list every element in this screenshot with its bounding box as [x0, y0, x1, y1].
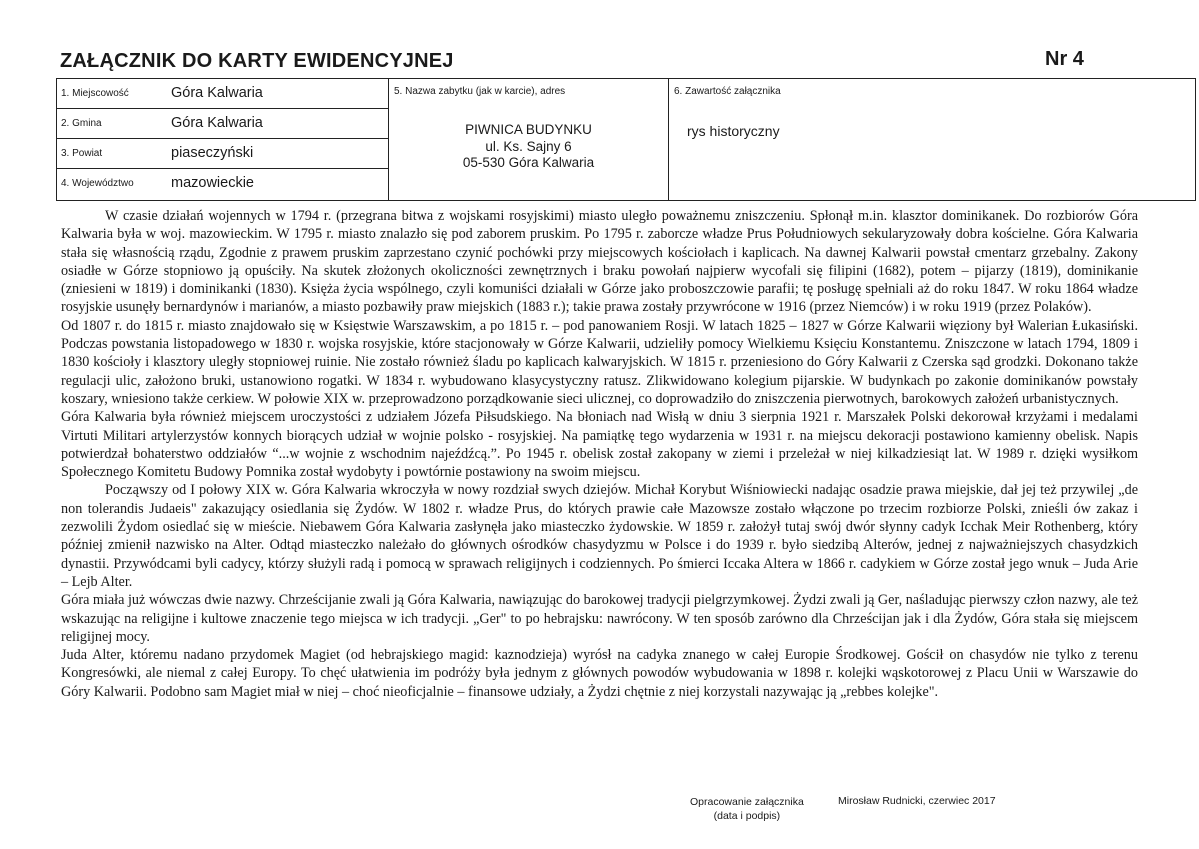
paragraph: Góra Kalwaria była również miejscem uroczystości z udziałem Józefa Piłsudskiego. Na błoniach nad Wisłą w dniu 3 sierpnia 1921 r. Marszałek Polski dekorował krzyżami i medalami Virtuti Militari artylerzystów konnych biorących udział w wojnie polsko - rosyjskiej. Na pamiątkę tego wydarzenia w 1931 r. na miejscu dekoracji postawiono kamienny obelisk. Napis potwierdzał bohaterstwo oddziałów “...w wojnie z wschodnim najeźdźcą.”. Po 1945 r. obelisk został zakopany w ziemi i przeleżał w niej kilkadziesiąt lat. W 1989 r. dzięki wysiłkom Społecznego Komitetu Budowy Pomnika został wydobyty i powtórnie postawiony na swoim miejscu. — [61, 409, 1138, 481]
field-voivodeship-value: mazowieckie — [171, 175, 254, 191]
field-commune — [57, 109, 388, 139]
monument-field — [389, 79, 669, 200]
paragraph: Góra miała już wówczas dwie nazwy. Chrześcijanie zwali ją Góra Kalwaria, nawiązując do barokowej tradycji pielgrzymkowej. Żydzi zwali ją Ger, naśladując pierwszy człon nazwy, ale też wskazując na religijne i kultowe znaczenie tego miejsca w ich tradycji. „Ger" to po hebrajsku: nawrócony. W ten sposób zarówno dla Chrześcijan jak i dla Żydów, Góra stała się miejscem religijnej mocy. — [61, 592, 1138, 645]
record-form — [56, 78, 1196, 201]
field-voivodeship — [57, 169, 388, 199]
field-district-label: 3. Powiat — [61, 148, 103, 159]
field-town-label: 1. Miejscowość — [61, 88, 129, 99]
monument-name: PIWNICA BUDYNKU — [465, 122, 592, 137]
paragraph: Juda Alter, któremu nadano przydomek Magiet (od hebrajskiego magid: kaznodzieja) wyrósł na cadyka znanego w całej Europie Środkowej. Gościł on chasydów nie tylko z terenu Kongresówki, ale niemal z całej Europy. To chęć ułatwienia im podróży była jednym z głównych powodów wybudowania w 1898 r. kolejki wąskotorowej z Placu Unii w Warszawie do Góry Kalwarii. Podobno sam Magiet miał w niej – choć nieoficjalnie – finansowe udziały, a Żydzi chętnie z niej korzystali nazywając ją „rebbes kolejke". — [61, 647, 1138, 700]
monument-street: ul. Ks. Sajny 6 — [485, 138, 572, 154]
signature-caption — [690, 795, 804, 823]
monument-label: 5. Nazwa zabytku (jak w karcie), adres — [394, 86, 566, 97]
contents-field — [669, 79, 1195, 200]
contents-value: rys historyczny — [687, 123, 780, 139]
field-commune-label: 2. Gmina — [61, 118, 102, 129]
field-voivodeship-label: 4. Województwo — [61, 178, 134, 189]
field-town-value: Góra Kalwaria — [171, 85, 263, 101]
monument-city: 05-530 Góra Kalwaria — [462, 155, 595, 170]
monument-address — [389, 122, 668, 172]
paragraph: W czasie działań wojennych w 1794 r. (przegrana bitwa z wojskami rosyjskimi) miasto uległo poważnemu zniszczeniu. Spłonął m.in. klasztor dominikanek. Do rozbiorów Góra Kalwaria była w woj. mazowieckim. W 1795 r. miasto znalazło się pod zaborem pruskim. Po 1795 r. zaborcze władze Prus Południowych sekularyzowały dobra kościelne. Góra Kalwaria stała się własnością rządu, Zgodnie z prawem pruskim zaprzestano czynić pochówki przy miejscowych kościołach i kaplicach. Na dawnej Kalwarii powstał cmentarz grzebalny. Zakony osiadłe w Górze stopniowo ją opuściły. Na skutek złożonych okoliczności zewnętrznych i braku powołań najpierw wycofali się filipini (1682), potem – pijarzy (1819), dominikanie (zniesieni w 1819) i dominikanki (1830). Księża życia wspólnego, czyli komuniści działali w Górze jako proboszczowie parafii; tę posługę spełniali aż do roku 1847. W roku 1864 władze rosyjskie usunęły bernardynów i marianów, a miasto pozbawiły praw miejskich (1883 r.); takie prawa zostały przywrócone w 1916 (przez Niemców) i w roku 1919 (przez Polaków). — [61, 208, 1138, 316]
signature-caption-line1: Opracowanie załącznika — [690, 796, 804, 808]
field-district — [57, 139, 388, 169]
field-commune-value: Góra Kalwaria — [171, 115, 263, 131]
author-signature: Mirosław Rudnicki, czerwiec 2017 — [838, 795, 996, 807]
page-title: ZAŁĄCZNIK DO KARTY EWIDENCYJNEJ — [60, 50, 454, 72]
attachment-number: Nr 4 — [1045, 48, 1084, 70]
field-town — [57, 79, 388, 109]
historical-text — [61, 207, 1138, 701]
paragraph: Począwszy od I połowy XIX w. Góra Kalwaria wkroczyła w nowy rozdział swych dziejów. Michał Korybut Wiśniowiecki nadając osadzie prawa miejskie, dał jej też przywilej „de non tolerandis Judaeis" zakazujący osiedlania się Żydów. W 1802 r. władze Prus, do których prawie całe Mazowsze zostało włączone po trzecim rozbiorze Polski, znieśli ów zakaz i zezwolili Żydom osiedlać się w mieście. Niebawem Góra Kalwaria zasłynęła jako miasteczko żydowskie. W 1859 r. założył tutaj swój dwór słynny cadyk Icchak Meir Rothenberg, który później zmienił nazwisko na Alter. Odtąd miasteczko należało do głównych ośrodków chasydyzmu w Polsce i do 1939 r. było siedzibą Alterów, jednej z najważniejszych chasydzkich dynastii. Przywódcami byli cadycy, którzy służyli radą i pomocą w sprawach religijnych i codziennych. Po śmierci Iccaka Altera w 1866 r. cadykiem w Górze został jego wnuk – Juda Arie – Lejb Alter. — [61, 482, 1138, 590]
location-fields — [57, 79, 389, 200]
contents-label: 6. Zawartość załącznika — [674, 86, 781, 97]
field-district-value: piaseczyński — [171, 145, 254, 161]
signature-caption-line2: (data i podpis) — [713, 810, 781, 822]
paragraph: Od 1807 r. do 1815 r. miasto znajdowało się w Księstwie Warszawskim, a po 1815 r. – pod panowaniem Rosji. W latach 1825 – 1827 w Górze Kalwarii więziony był Walerian Łukasiński. Podczas powstania listopadowego w 1830 r. wojska rosyjskie, które stacjonowały w Górze Kalwarii, udzieliły pomocy Wielkiemu Księciu Konstantemu. Zniszczone w latach 1794, 1809 i 1830 kościoły i klasztory uległy stopniowej ruinie. Nie zostało również śladu po kaplicach kalwaryjskich. W 1815 r. przeniesiono do Góry Kalwarii z Czerska sąd grodzki. Dokonano także regulacji ulic, założono bruki, ustanowiono rogatki. W 1834 r. wybudowano klasycystyczny ratusz. Zlikwidowano kolegium pijarskie. W budynkach po zakonie dominikanów powstały koszary, wniesiono także cerkiew. W połowie XIX w. przeprowadzono porządkowanie sieci ulicznej, co doprowadziło do zniszczenia pierwotnych, barokowych założeń urbanistycznych. — [61, 317, 1138, 407]
